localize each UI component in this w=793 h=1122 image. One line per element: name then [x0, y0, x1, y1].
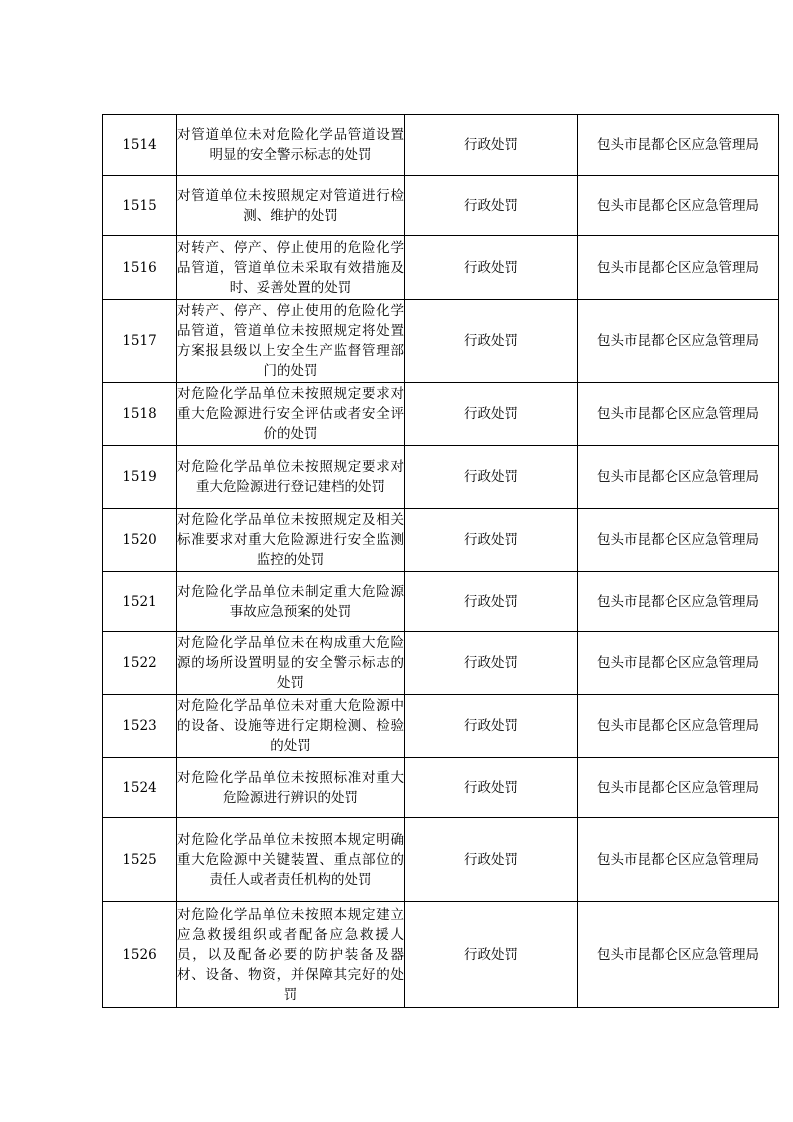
item-name: 对危险化学品单位未在构成重大危险源的场所设置明显的安全警示标志的处罚 [177, 635, 404, 691]
item-name: 对危险化学品单位未按照规定及相关标准要求对重大危险源进行安全监测监控的处罚 [177, 512, 404, 568]
item-type: 行政处罚 [405, 572, 578, 632]
item-department: 包头市昆都仑区应急管理局 [578, 818, 779, 902]
table-row [103, 758, 779, 818]
item-type: 行政处罚 [405, 383, 578, 446]
item-type: 行政处罚 [405, 300, 578, 383]
item-type: 行政处罚 [405, 902, 578, 1008]
item-name-cell [177, 758, 405, 818]
item-type: 行政处罚 [405, 818, 578, 902]
item-type: 行政处罚 [405, 509, 578, 572]
item-department: 包头市昆都仑区应急管理局 [578, 695, 779, 758]
item-name: 对危险化学品单位未对重大危险源中的设备、设施等进行定期检测、检验的处罚 [177, 698, 404, 754]
item-department: 包头市昆都仑区应急管理局 [578, 446, 779, 509]
item-department: 包头市昆都仑区应急管理局 [578, 509, 779, 572]
item-name-cell [177, 695, 405, 758]
item-department: 包头市昆都仑区应急管理局 [578, 383, 779, 446]
item-department: 包头市昆都仑区应急管理局 [578, 176, 779, 236]
row-number: 1524 [103, 758, 177, 818]
table-row [103, 818, 779, 902]
row-number: 1525 [103, 818, 177, 902]
table-row [103, 509, 779, 572]
row-number: 1520 [103, 509, 177, 572]
table-row [103, 695, 779, 758]
item-name: 对管道单位未对危险化学品管道设置明显的安全警示标志的处罚 [177, 127, 404, 163]
item-name-cell [177, 509, 405, 572]
table-row [103, 383, 779, 446]
item-name: 对危险化学品单位未按照本规定明确重大危险源中关键装置、重点部位的责任人或者责任机构的处罚 [177, 831, 404, 888]
row-number: 1521 [103, 572, 177, 632]
item-name: 对危险化学品单位未按照本规定建立应急救援组织或者配备应急救援人员，以及配备必要的防护装备及器材、设备、物资，并保障其完好的处罚 [177, 906, 404, 1003]
item-name: 对危险化学品单位未制定重大危险源事故应急预案的处罚 [177, 583, 404, 620]
item-name-cell [177, 115, 405, 176]
table-row [103, 446, 779, 509]
table-row [103, 236, 779, 300]
item-name-cell [177, 818, 405, 902]
row-number: 1522 [103, 632, 177, 695]
item-name-cell [177, 176, 405, 236]
row-number: 1518 [103, 383, 177, 446]
item-name-cell [177, 632, 405, 695]
row-number: 1516 [103, 236, 177, 300]
row-number: 1526 [103, 902, 177, 1008]
item-department: 包头市昆都仑区应急管理局 [578, 902, 779, 1008]
item-name: 对危险化学品单位未按照标准对重大危险源进行辨识的处罚 [177, 769, 404, 806]
table-row [103, 632, 779, 695]
item-name-cell [177, 236, 405, 300]
item-name-cell [177, 300, 405, 383]
row-number: 1519 [103, 446, 177, 509]
row-number: 1517 [103, 300, 177, 383]
item-department: 包头市昆都仑区应急管理局 [578, 115, 779, 176]
row-number: 1523 [103, 695, 177, 758]
item-type: 行政处罚 [405, 115, 578, 176]
item-type: 行政处罚 [405, 236, 578, 300]
table-row [103, 572, 779, 632]
item-name-cell [177, 446, 405, 509]
row-number: 1515 [103, 176, 177, 236]
penalty-table [102, 114, 779, 1008]
item-name: 对转产、停产、停止使用的危险化学品管道，管道单位未按照规定将处置方案报县级以上安全生产监督管理部门的处罚 [177, 303, 404, 379]
item-department: 包头市昆都仑区应急管理局 [578, 758, 779, 818]
item-department: 包头市昆都仑区应急管理局 [578, 236, 779, 300]
item-type: 行政处罚 [405, 446, 578, 509]
item-type: 行政处罚 [405, 176, 578, 236]
table-row [103, 300, 779, 383]
table-row [103, 176, 779, 236]
table-row [103, 902, 779, 1008]
item-name-cell [177, 902, 405, 1008]
item-name: 对危险化学品单位未按照规定要求对重大危险源进行安全评估或者安全评价的处罚 [177, 386, 404, 442]
item-name: 对转产、停产、停止使用的危险化学品管道，管道单位未采取有效措施及时、妥善处置的处罚 [177, 239, 404, 296]
item-type: 行政处罚 [405, 758, 578, 818]
item-type: 行政处罚 [405, 695, 578, 758]
item-department: 包头市昆都仑区应急管理局 [578, 572, 779, 632]
item-name-cell [177, 572, 405, 632]
item-type: 行政处罚 [405, 632, 578, 695]
row-number: 1514 [103, 115, 177, 176]
item-department: 包头市昆都仑区应急管理局 [578, 632, 779, 695]
item-name-cell [177, 383, 405, 446]
item-name: 对危险化学品单位未按照规定要求对重大危险源进行登记建档的处罚 [177, 459, 404, 495]
item-name: 对管道单位未按照规定对管道进行检测、维护的处罚 [177, 187, 404, 224]
item-department: 包头市昆都仑区应急管理局 [578, 300, 779, 383]
table-row [103, 115, 779, 176]
